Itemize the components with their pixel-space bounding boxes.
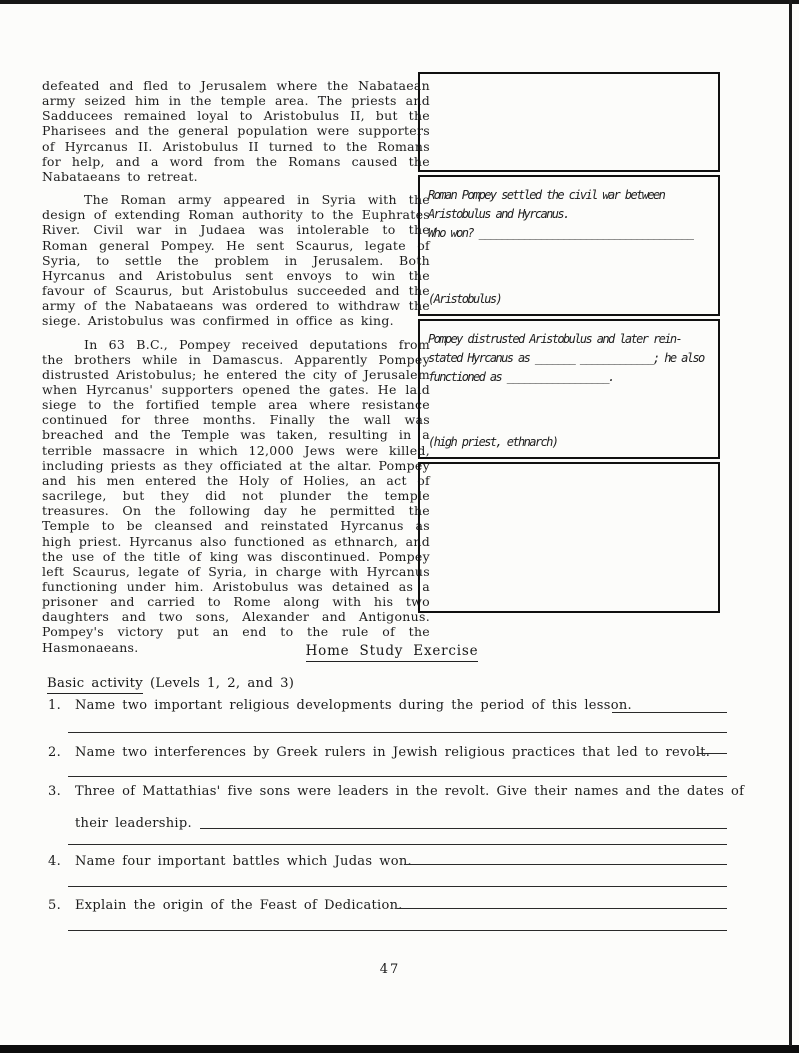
scan-edge-right [789,0,792,1046]
note-blank-line: Who won? ______________________________________ [428,226,693,240]
question-4 [48,854,738,869]
answer-line [397,908,727,909]
answer-line [404,864,727,865]
question-1-number: 1. [48,698,62,713]
question-1 [48,698,738,713]
answer-line [698,753,727,754]
question-3 [48,784,745,799]
lesson-paragraph-2: The Roman army appeared in Syria with the design of extending Roman authority to the Euphrates River. Civil war in Judaea was intolerable to the Roman general Pompey. He sent Scaurus, legate of Syria, to settle the problem in Jerusalem. Both Hyrcanus and Aristobulus sent envoys to win the favour of Scaurus, but Aristobulus succeeded and the army of the Nabataeans was ordered to withdraw the siege. Aristobulus was confirmed in office as king. [42,192,430,329]
answer-line [68,844,727,845]
note-box-civil-war [418,175,720,316]
question-2 [48,745,738,760]
note-box-reinstated [418,319,720,459]
question-3-text2: their leadership. [75,816,192,831]
answer-line [68,732,727,733]
note-box-empty-top [418,72,720,172]
answer-line [612,712,727,713]
question-4-text: Name four important battles which Judas won. [75,854,412,869]
question-5-text: Explain the origin of the Feast of Dedication. [75,898,403,913]
answer-line [68,930,727,931]
note-line: Aristobulus and Hyrcanus. [428,207,569,221]
note-reinstated-text [428,330,714,387]
lesson-paragraph-3: In 63 B.C., Pompey received deputations from the brothers while in Damascus. Apparently Pompey distrusted Aristobulus; he entered the city of Jerusalem when Hyrcanus' supporters opened the gates. He laid siege to the fortified temple area where resistance continued for three months. Finally the wall was breached and the Temple was taken, resulting in a terrible massacre in which 12,000 Jews were killed, including priests as they officiated at the altar. Pompey and his men entered the Holy of Holies, an act of sacrilege, but they did not plunder the temple treasures. On the following day he permitted the Temple to be cleansed and reinstated Hyrcanus as high priest. Hyrcanus also functioned as ethnarch, and the use of the title of king was discontinued. Pompey left Scaurus, legate of Syria, in charge with Hyrcanus functioning under him. Aristobulus was detained as a prisoner and carried to Rome along with his two daughters and two sons, Alexander and Antigonus. Pompey's victory put an end to the rule of the Hasmonaeans. [42,336,430,655]
answer-line [68,886,727,887]
note-answer-aristobulus: (Aristobulus) [428,292,502,306]
activity-heading [47,676,294,691]
note-box-empty-bottom [418,462,720,613]
question-1-text: Name two important religious developments during the period of this lesson. [75,698,632,713]
answer-line [200,828,727,829]
question-5-number: 5. [48,898,62,913]
scan-edge-top [0,0,799,4]
note-line: Roman Pompey settled the civil war between [428,188,665,202]
question-5 [48,898,738,913]
note-answer-high-priest: (high priest, ethnarch) [428,435,558,449]
answer-line [68,776,727,777]
exercise-title-text: Home Study Exercise [306,643,479,662]
question-2-text: Name two interferences by Greek rulers in Jewish religious practices that led to revolt. [75,745,711,760]
question-4-number: 4. [48,854,62,869]
activity-levels: (Levels 1, 2, and 3) [143,676,295,691]
note-blank-line: functioned as __________________. [428,370,614,384]
activity-label: Basic activity [47,676,143,694]
note-line: Pompey distrusted Aristobulus and later rein- [428,332,682,346]
exercise-title [0,643,784,659]
lesson-paragraph-1: defeated and fled to Jerusalem where the Nabataean army seized him in the temple area. The priests and Sadducees remained loyal to Aristobulus II, but the Pharisees and the general population were supporters of Hyrcanus II. Aristobulus II turned to the Romans for help, and a word from the Romans caused the Nabataeans to retreat. [42,78,430,184]
question-2-number: 2. [48,745,62,760]
margin-notes-column [418,72,720,613]
scan-edge-bottom [0,1045,799,1053]
note-blank-line: stated Hyrcanus as _______ _____________; he also [428,351,704,365]
question-3-text: Three of Mattathias' five sons were leaders in the revolt. Give their names and the dates of [75,784,745,799]
question-3-number: 3. [48,784,62,799]
lesson-text-column [42,78,430,655]
page-number: 47 [379,962,401,977]
note-civil-war-text [428,186,714,243]
